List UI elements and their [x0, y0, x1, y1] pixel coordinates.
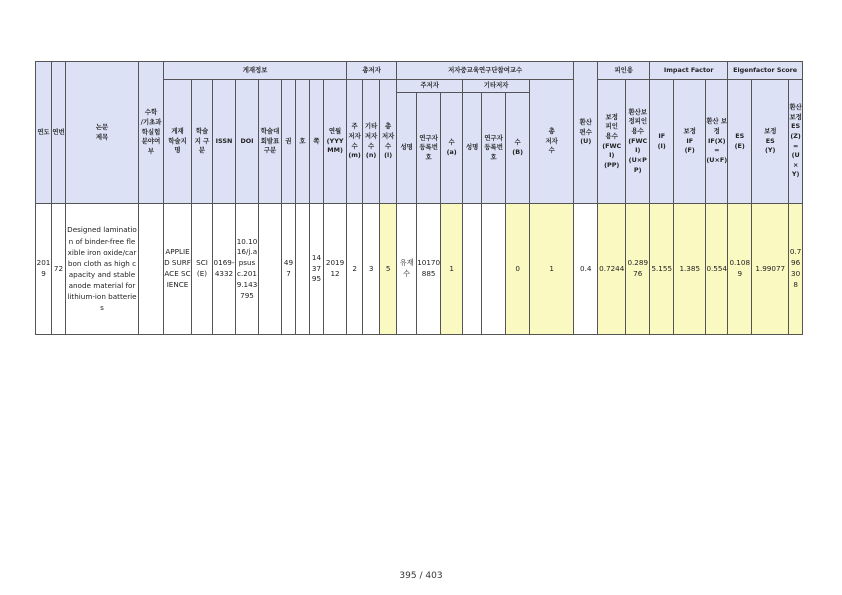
col-total-part: 총 저자 수	[530, 80, 574, 204]
cell-conference	[259, 204, 282, 335]
col-es-z: 환산 보정 ES(Z) =(U×Y)	[789, 80, 803, 204]
cell-reg-b	[482, 204, 506, 335]
cell-total-part: 1	[530, 204, 574, 335]
cell-other-authors: 3	[363, 204, 380, 335]
cell-name-b	[463, 204, 482, 335]
cell-doi: 10.1016/j.apsusc.2019.143795	[236, 204, 259, 335]
cell-category: SCI(E)	[192, 204, 213, 335]
cell-main-authors: 2	[347, 204, 363, 335]
col-title: 논문 제목	[66, 62, 139, 204]
group-impact: Impact Factor	[650, 62, 728, 80]
col-reg-b: 연구자 등록번 호	[482, 93, 506, 204]
col-es-y: 보정 ES (Y)	[752, 80, 789, 204]
col-seq: 연번	[52, 62, 66, 204]
col-page: 쪽	[310, 80, 324, 204]
group-citation: 피인용	[598, 62, 650, 80]
col-count-b: 수 (B)	[506, 93, 530, 204]
col-fwci: 환산보 정피인 용수 (FWCI) (U×PP)	[626, 80, 650, 204]
group-pub-info: 게재정보	[164, 62, 347, 80]
col-total-authors: 총 저자 수 (l)	[380, 80, 397, 204]
cell-if-f: 1.385	[674, 204, 706, 335]
cell-title: Designed lamination of binder-free flexible iron oxide/carbon cloth as high capacity and stable anode material for lithium-ion batteries	[66, 204, 139, 335]
col-name-a: 성명	[397, 93, 417, 204]
group-authors: 총저자	[347, 62, 397, 80]
group-main-author: 주저자	[397, 80, 463, 93]
col-issue: 호	[296, 80, 310, 204]
col-date: 연월 (YYY MM)	[324, 80, 347, 204]
col-conv-score: 환산 편수 (U)	[574, 62, 598, 204]
cell-name-a: 유재수	[397, 204, 417, 335]
page-total: 403	[425, 571, 443, 581]
cell-count-a: 1	[441, 204, 463, 335]
cell-reg-a: 10170885	[417, 204, 441, 335]
col-doi: DOI	[236, 80, 259, 204]
cell-total-authors: 5	[380, 204, 397, 335]
col-volume: 권	[282, 80, 296, 204]
col-issn: ISSN	[213, 80, 236, 204]
performance-table	[35, 61, 803, 335]
group-other-author: 기타저자	[463, 80, 530, 93]
col-journal: 게재 학술지 명	[164, 80, 192, 204]
page-number: 395 / 403	[399, 571, 443, 581]
col-year: 연도	[36, 62, 52, 204]
col-name-b: 성명	[463, 93, 482, 204]
cell-journal: APPLIED SURFACE SCIENCE	[164, 204, 192, 335]
cell-date: 201912	[324, 204, 347, 335]
page-current: 395	[399, 571, 417, 581]
col-es: ES (E)	[728, 80, 752, 204]
cell-if-x: 0.554	[706, 204, 728, 335]
cell-conv-score: 0.4	[574, 204, 598, 335]
col-conference: 학술대 회발표 구분	[259, 80, 282, 204]
cell-es-z: 0.796308	[789, 204, 803, 335]
table-row	[36, 204, 803, 335]
col-other-authors: 기타 저자 수 (n)	[363, 80, 380, 204]
col-if-f: 보정 IF (F)	[674, 80, 706, 204]
cell-count-b: 0	[506, 204, 530, 335]
cell-fwci: 0.28976	[626, 204, 650, 335]
col-reg-a: 연구자 등록번 호	[417, 93, 441, 204]
cell-volume: 497	[282, 204, 296, 335]
col-pp: 보정 피인 용수 (FWC I) (PP)	[598, 80, 626, 204]
cell-issn: 0169-4332	[213, 204, 236, 335]
cell-pp: 0.7244	[598, 204, 626, 335]
cell-es-y: 1.99077	[752, 204, 789, 335]
col-math: 수학 /기초과 학실험 분야여 부	[139, 62, 164, 204]
col-if: IF (I)	[650, 80, 674, 204]
col-main-authors: 주 저자 수 (m)	[347, 80, 363, 204]
cell-page: 143795	[310, 204, 324, 335]
cell-if: 5.155	[650, 204, 674, 335]
col-count-a: 수 (a)	[441, 93, 463, 204]
col-if-x: 환산 보정 IF(X) = (U×F)	[706, 80, 728, 204]
cell-es: 0.1089	[728, 204, 752, 335]
cell-issue	[296, 204, 310, 335]
cell-seq: 72	[52, 204, 66, 335]
col-category: 학술 지 구 분	[192, 80, 213, 204]
group-eigen: Eigenfactor Score	[728, 62, 803, 80]
group-faculty: 저자중교육연구단참여교수	[397, 62, 574, 80]
cell-math	[139, 204, 164, 335]
cell-year: 2019	[36, 204, 52, 335]
